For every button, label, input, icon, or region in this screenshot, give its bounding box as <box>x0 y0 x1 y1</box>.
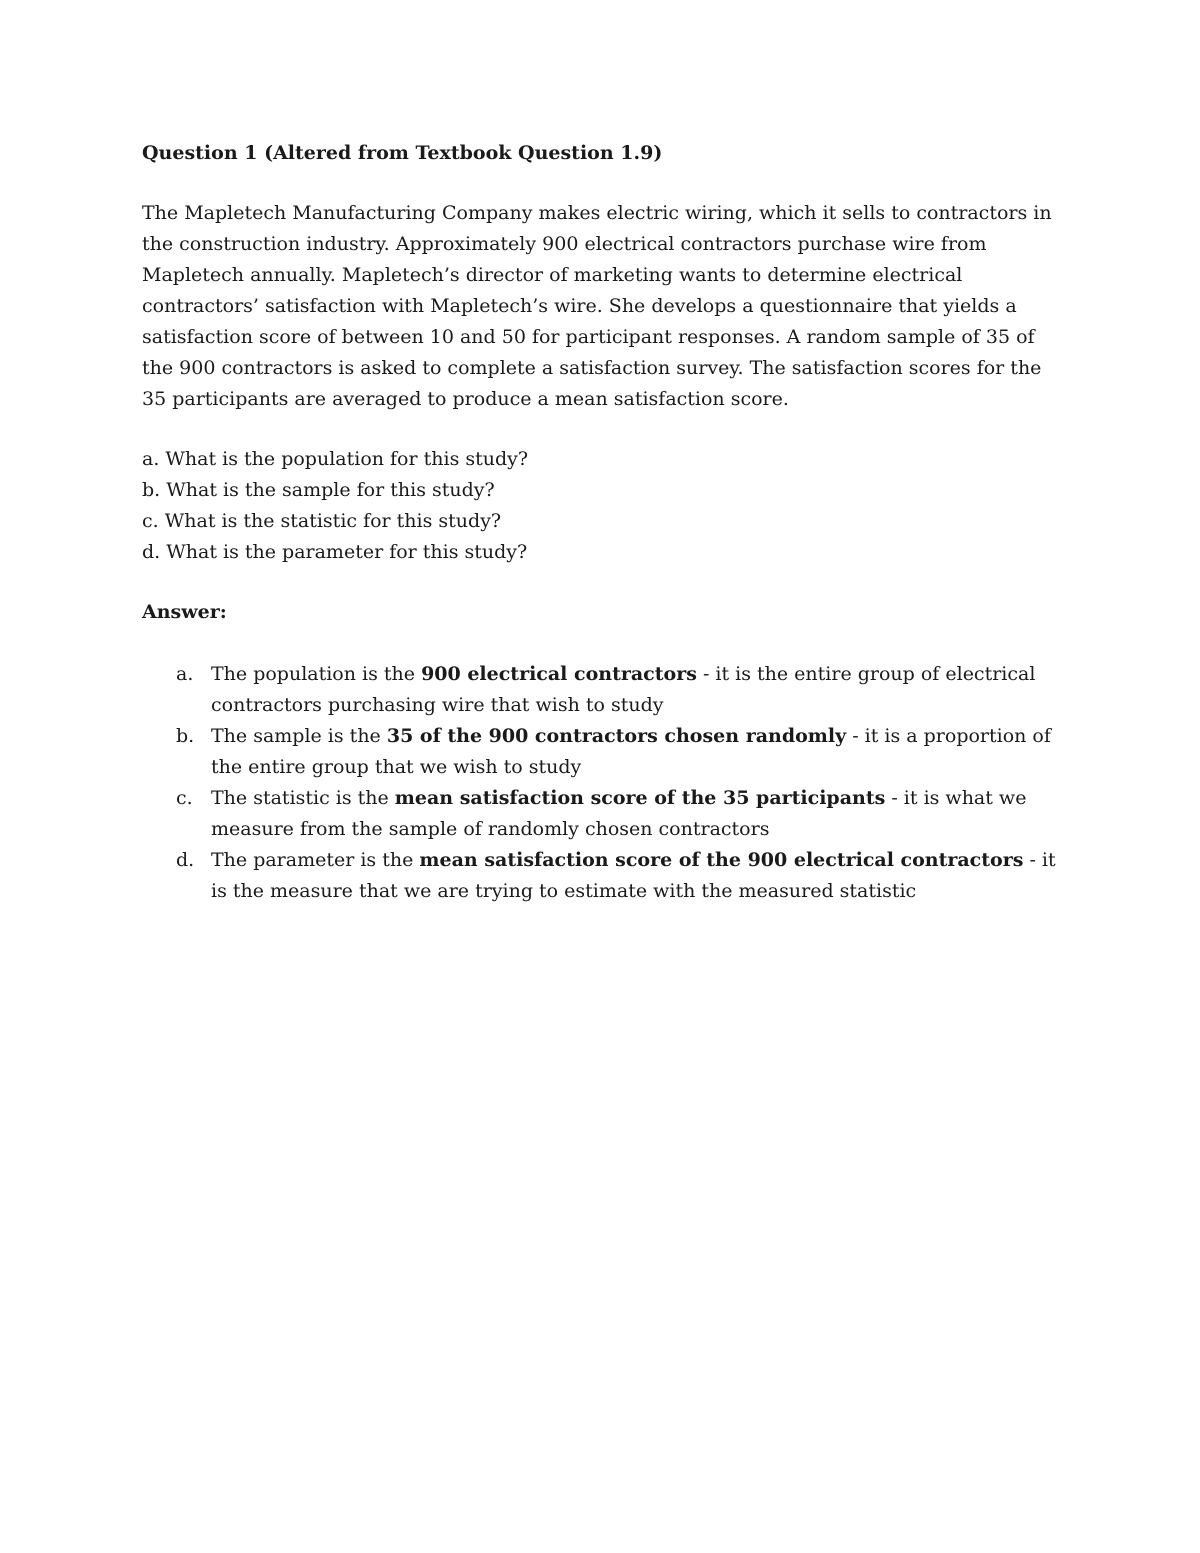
answer-marker: d. <box>176 849 195 871</box>
question-item-d: d. What is the parameter for this study? <box>142 541 528 563</box>
answer-item-d <box>142 845 1062 907</box>
question-body: The Mapletech Manufacturing Company makes electric wiring, which it sells to contractors in the construction industry. Approximately 900 electrical contractors purchase wire from Mapletech annually. Mapletech’s director of marketing wants to determine electrical contractors’ satisfaction with Mapletech’s wire. She develops a questionnaire that yields a satisfaction score of between 10 and 50 for participant responses. A random sample of 35 of the 900 contractors is asked to complete a satisfaction survey. The satisfaction scores for the 35 participants are averaged to produce a mean satisfaction score. <box>142 202 1052 410</box>
question-list <box>142 444 1062 568</box>
answer-explanation: - it is a proportion of the entire group that we wish to study <box>211 725 1051 778</box>
answer-text <box>211 659 1062 721</box>
answer-lead: The sample is the <box>211 725 387 747</box>
answer-text <box>211 783 1062 845</box>
answer-key-term: 900 electrical contractors <box>421 663 697 685</box>
answer-heading: Answer: <box>142 601 227 623</box>
answer-item-c <box>142 783 1062 845</box>
answer-key-term: mean satisfaction score of the 900 electrical contractors <box>419 849 1024 871</box>
answer-lead: The statistic is the <box>211 787 395 809</box>
question-item-a: a. What is the population for this study? <box>142 448 529 470</box>
answer-lead: The parameter is the <box>211 849 420 871</box>
answer-lead: The population is the <box>211 663 422 685</box>
answer-marker: b. <box>176 725 195 747</box>
question-item-b: b. What is the sample for this study? <box>142 479 495 501</box>
answer-item-a <box>142 659 1062 721</box>
answer-list <box>142 659 1062 907</box>
document-page <box>142 138 1062 907</box>
answer-text <box>211 721 1062 783</box>
answer-explanation: - it is the entire group of electrical contractors purchasing wire that wish to study <box>211 663 1036 716</box>
answer-marker: c. <box>176 787 193 809</box>
question-title: Question 1 (Altered from Textbook Question 1.9) <box>142 142 663 164</box>
answer-explanation: - it is the measure that we are trying to estimate with the measured statistic <box>211 849 1056 902</box>
answer-explanation: - it is what we measure from the sample of randomly chosen contractors <box>211 787 1027 840</box>
answer-key-term: mean satisfaction score of the 35 participants <box>394 787 886 809</box>
answer-item-b <box>142 721 1062 783</box>
answer-marker: a. <box>176 663 194 685</box>
answer-key-term: 35 of the 900 contractors chosen randomly <box>386 725 847 747</box>
answer-text <box>211 845 1062 907</box>
question-item-c: c. What is the statistic for this study? <box>142 510 502 532</box>
